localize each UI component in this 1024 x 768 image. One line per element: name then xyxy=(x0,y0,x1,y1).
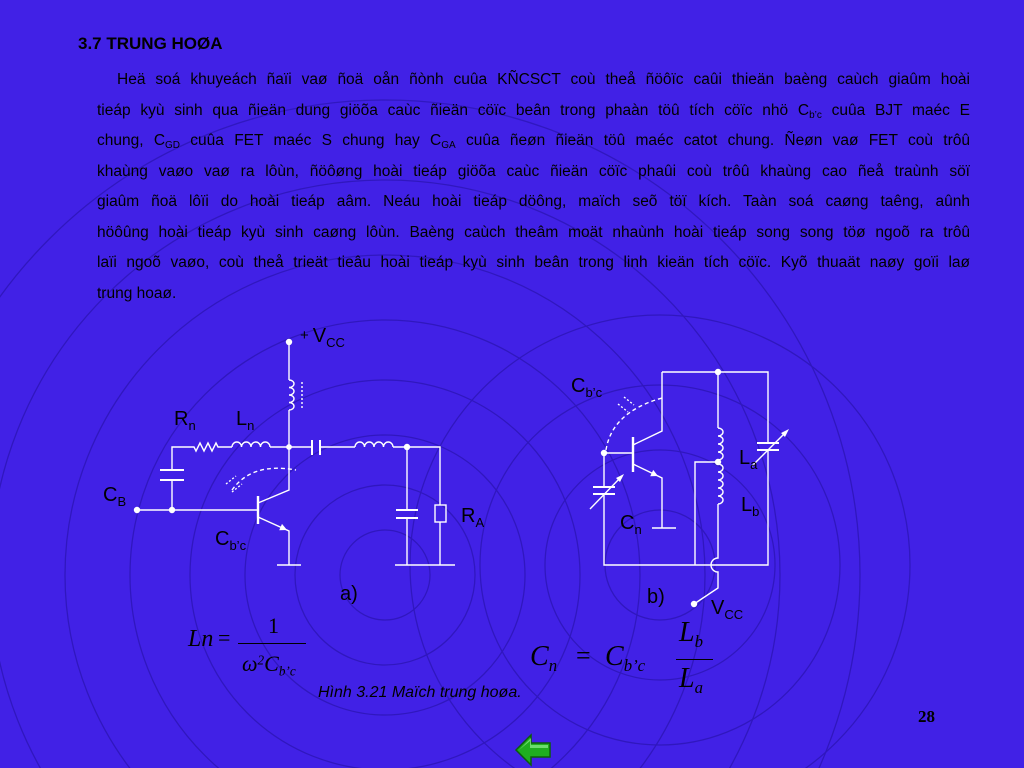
tank-capacitor xyxy=(396,510,418,518)
line-text: trung hoaø. xyxy=(97,284,177,302)
label-sub: b’c xyxy=(229,538,247,553)
label-cn xyxy=(620,513,642,536)
label-vcc-b xyxy=(711,598,743,621)
formula-a-denominator xyxy=(242,653,296,678)
back-arrow-button[interactable] xyxy=(514,733,552,767)
label-ln xyxy=(236,409,254,432)
line-text: cuûa ñeøn ñieän töû maéc catot chung. Ñeøn vaø FET coù trôû xyxy=(455,132,970,149)
formula-b-lhs xyxy=(530,643,557,675)
label-circuit-a: a) xyxy=(340,583,358,605)
label-main: L xyxy=(236,408,248,430)
plus-sign: + xyxy=(300,327,309,344)
subscript: b’c xyxy=(809,109,822,121)
page-number: 28 xyxy=(918,707,935,726)
subscript: b’c xyxy=(278,663,296,679)
label-ra xyxy=(461,506,484,529)
parasitic-capacitor-marks xyxy=(618,397,634,412)
label-cbc-b xyxy=(571,376,602,399)
supply-inductor xyxy=(289,380,294,410)
variable-capacitor-cn xyxy=(593,487,615,494)
supply-wire xyxy=(694,504,718,604)
subscript: GA xyxy=(441,140,456,151)
label-vcc-a xyxy=(300,326,345,349)
label-rn xyxy=(174,409,196,432)
figure-caption: Hình 3.21 Maïch trung hoøa. xyxy=(318,684,522,701)
formula-b-denominator xyxy=(679,665,703,697)
capacitance-symbol: C xyxy=(605,641,624,672)
parasitic-capacitance-path xyxy=(232,468,296,490)
formula-b-cbc xyxy=(605,643,645,675)
subscript: b’c xyxy=(623,655,646,675)
label-cb xyxy=(103,485,126,508)
circuit-b xyxy=(590,370,789,607)
output-inductor xyxy=(355,442,393,447)
label-sub: A xyxy=(475,515,485,530)
left-arrow-icon xyxy=(514,733,552,767)
line-text: tieáp kyù sinh qua ñieän dung giöõa caùc ñieän cöïc beân trong phaàn töû tích cöïc nhö C xyxy=(97,101,810,119)
resistor-ra xyxy=(435,505,446,522)
formula-a-lhs: Ln xyxy=(188,626,214,652)
label-main: C xyxy=(571,375,586,397)
inductance-symbol: L xyxy=(679,663,695,694)
label-main: L xyxy=(739,447,751,469)
label-sub: n xyxy=(188,418,196,433)
label-sub: CC xyxy=(724,607,744,622)
label-main: V xyxy=(711,597,725,619)
subscript: GD xyxy=(165,140,181,151)
label-sub: n xyxy=(634,522,642,537)
circuit-a xyxy=(135,340,456,566)
exponent: 2 xyxy=(257,652,265,668)
label-main: V xyxy=(312,325,327,347)
load-wires xyxy=(393,447,440,565)
label-main: C xyxy=(103,484,118,506)
inductor-ln xyxy=(232,442,270,447)
label-circuit-b: b) xyxy=(647,586,665,608)
label-sub: b’c xyxy=(585,385,603,400)
capacitance-symbol: C xyxy=(530,641,549,672)
label-sub: a xyxy=(750,457,758,472)
capacitance-symbol: C xyxy=(264,651,279,676)
coupling-capacitor xyxy=(312,440,320,455)
vcc-terminal xyxy=(692,602,697,607)
emitter-wire xyxy=(258,517,289,565)
line-text: giaûm ñoä lôïi do hoài tieáp aâm. Neáu hoài tieáp döông, maïch seõ töï kích. Taàn soá caøng taêng, aûnh xyxy=(97,193,970,210)
label-main: C xyxy=(620,512,635,534)
tap-wire xyxy=(695,462,718,565)
slide-title: 3.7 TRUNG HOØA xyxy=(78,34,223,53)
omega-symbol: ω xyxy=(242,651,258,676)
line-text: khaùng vaøo vaø ra lôùn, ñöôøng hoài tieáp giöõa caùc ñieän cöïc phaûi coù trôû khaùng cao ñeå traùnh söï xyxy=(97,162,970,180)
line-text: cuûa FET maéc S chung hay C xyxy=(180,132,442,149)
label-sub: n xyxy=(247,418,255,433)
line-text: laïi ngoõ vaøo, coù theå trieät tieâu hoài tieáp kyù sinh beân trong linh kieän tích cöïc. Kyõ thuaät naøy goïi laø xyxy=(97,254,970,271)
base-node xyxy=(602,451,607,456)
collector-wire xyxy=(633,372,662,445)
tank-capacitor xyxy=(757,443,779,450)
formula-a-fraction-bar xyxy=(238,643,306,644)
subscript: a xyxy=(694,677,703,697)
resistor-rn xyxy=(172,443,232,470)
line-text: cuûa BJT maéc E xyxy=(821,101,970,119)
collector-wire xyxy=(258,410,289,503)
formula-b-equals: = xyxy=(576,641,591,670)
label-lb xyxy=(741,495,759,518)
parasitic-capacitor-marks xyxy=(226,476,242,492)
label-sub: B xyxy=(117,494,127,509)
neutralizing-capacitor xyxy=(160,470,184,480)
label-la xyxy=(739,448,757,471)
label-main: R xyxy=(461,505,476,527)
label-sub: b xyxy=(752,504,760,519)
inductance-symbol: L xyxy=(679,617,695,648)
formula-b-fraction-bar xyxy=(676,659,713,660)
formula-b-numerator xyxy=(679,619,703,651)
inductor-la xyxy=(718,428,723,464)
label-main: L xyxy=(741,494,753,516)
subscript: b xyxy=(694,631,703,651)
line-text: Heä soá khuyeách ñaïi vaø ñoä oån ñònh cuûa KÑCSCT coù theå ñöôïc caûi thieän baèng caùch giaûm hoài xyxy=(117,71,970,88)
subscript: n xyxy=(548,655,558,675)
formula-a-equals: = xyxy=(218,625,231,650)
label-main: R xyxy=(174,408,189,430)
inductor-lb xyxy=(718,464,723,504)
line-text: höôûng hoài tieáp kyù sinh caøng lôùn. Baèng caùch theâm moät nhaùnh hoài tieáp song song töø ngoõ ra trôû xyxy=(97,223,970,241)
label-main: C xyxy=(215,528,230,550)
label-sub: CC xyxy=(326,335,345,350)
input-terminal xyxy=(135,508,140,513)
output-node xyxy=(405,445,410,450)
line-text: chung, C xyxy=(97,132,166,149)
formula-a-numerator: 1 xyxy=(268,613,279,638)
label-cbc-a xyxy=(215,529,246,552)
